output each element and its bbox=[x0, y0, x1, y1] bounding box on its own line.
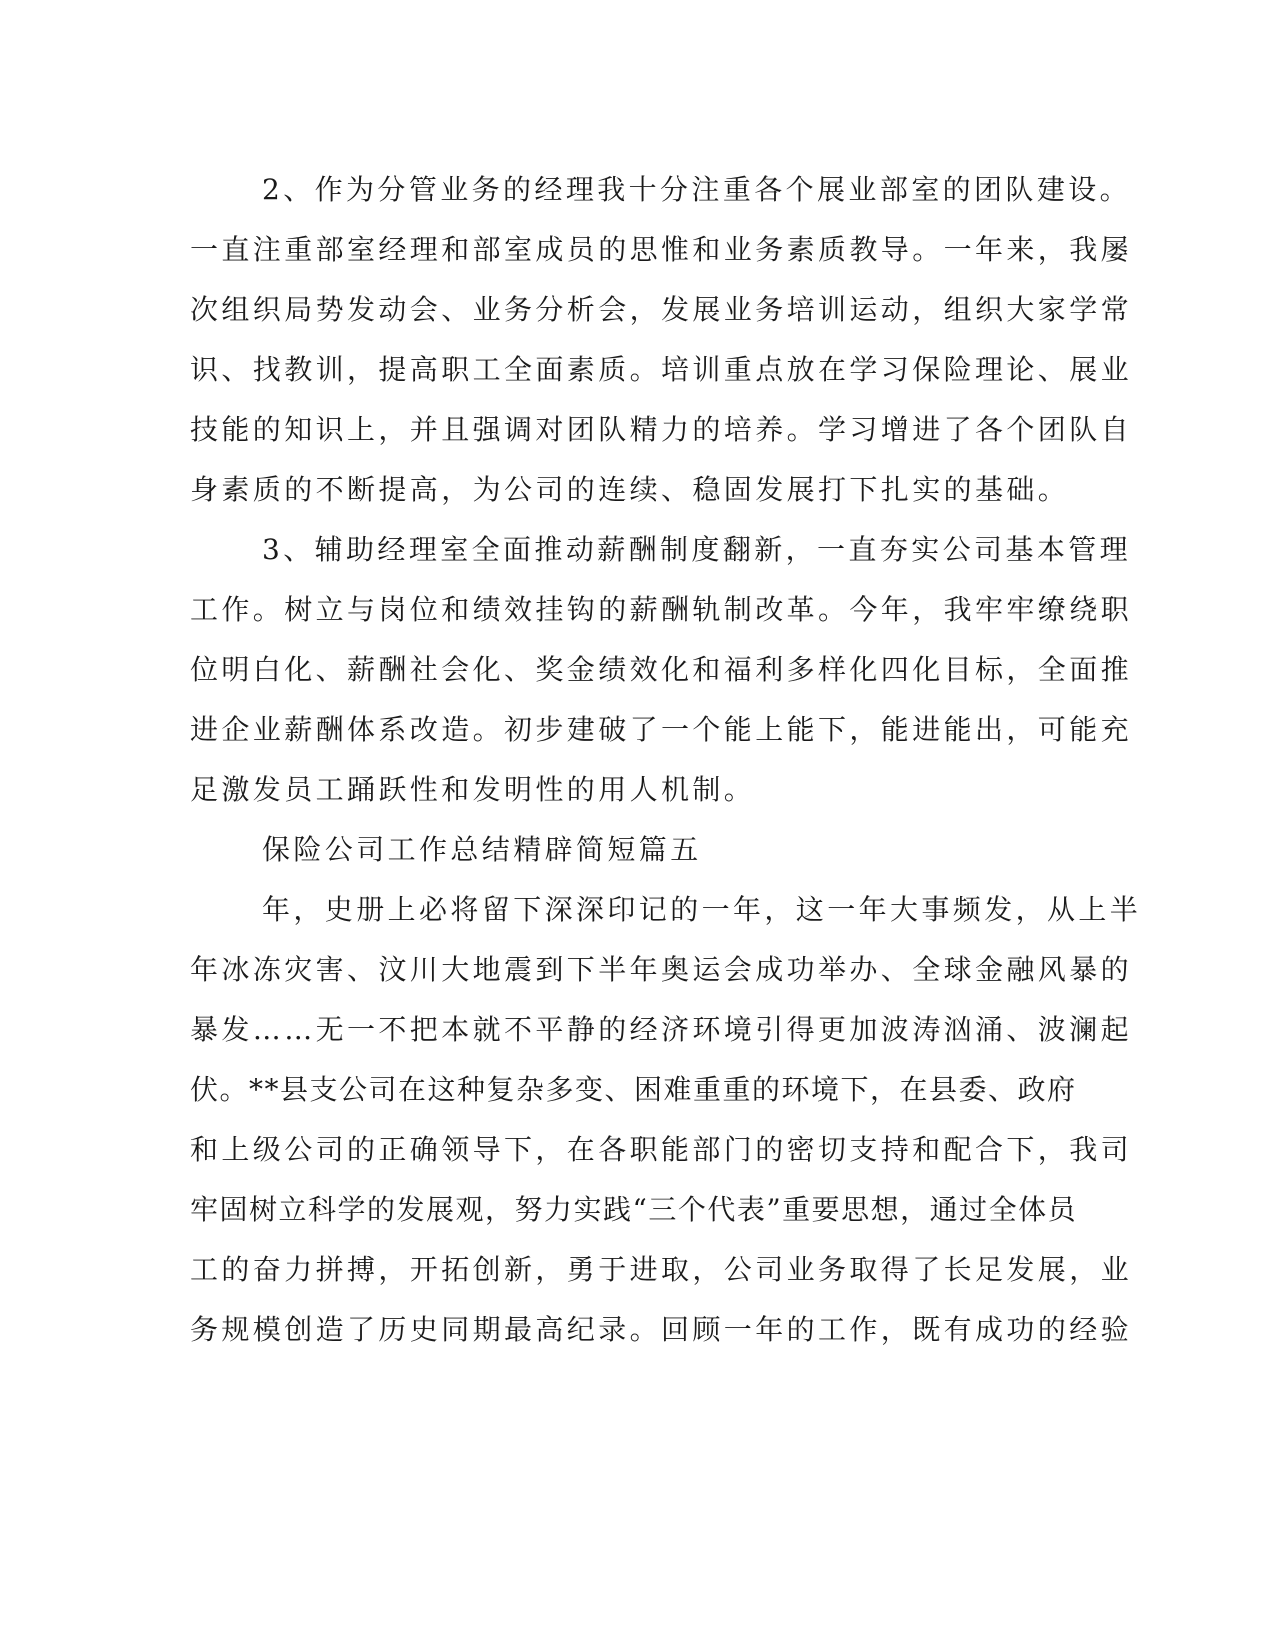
text-line: 年，史册上必将留下深深印记的一年，这一年大事频发，从上半 bbox=[262, 893, 1142, 926]
text-line: 2、作为分管业务的经理我十分注重各个展业部室的团队建设。 bbox=[262, 173, 1132, 206]
paragraph-annual-review bbox=[190, 880, 1142, 1360]
paragraph-team-building bbox=[190, 160, 1133, 520]
text-line: 3、辅助经理室全面推动薪酬制度翻新，一直夯实公司基本管理 bbox=[262, 533, 1132, 566]
text-line: 工的奋力拼搏，开拓创新，勇于进取，公司业务取得了长足发展，业 bbox=[190, 1253, 1133, 1286]
text-line: 位明白化、薪酬社会化、奖金绩效化和福利多样化四化目标，全面推 bbox=[190, 653, 1133, 686]
text-line: 足激发员工踊跃性和发明性的用人机制。 bbox=[190, 773, 756, 806]
text-line: 牢固树立科学的发展观，努力实践“三个代表”重要思想，通过全体员 bbox=[190, 1193, 1078, 1226]
text-line: 技能的知识上，并且强调对团队精力的培养。学习增进了各个团队自 bbox=[190, 413, 1133, 446]
section-heading-text: 保险公司工作总结精辟简短篇五 bbox=[262, 833, 702, 866]
document-body bbox=[190, 160, 1142, 1360]
section-heading bbox=[190, 820, 1080, 880]
text-line: 进企业薪酬体系改造。初步建破了一个能上能下，能进能出，可能充 bbox=[190, 713, 1133, 746]
text-line: 务规模创造了历史同期最高纪录。回顾一年的工作，既有成功的经验 bbox=[190, 1313, 1133, 1346]
text-line: 年冰冻灾害、汶川大地震到下半年奥运会成功举办、全球金融风暴的 bbox=[190, 953, 1133, 986]
text-line: 伏。**县支公司在这种复杂多变、困难重重的环境下，在县委、政府 bbox=[190, 1073, 1077, 1106]
text-line: 工作。树立与岗位和绩效挂钩的薪酬轨制改革。今年，我牢牢缭绕职 bbox=[190, 593, 1133, 626]
text-line: 次组织局势发动会、业务分析会，发展业务培训运动，组织大家学常 bbox=[190, 293, 1133, 326]
paragraph-salary-reform bbox=[190, 520, 1133, 820]
text-line: 身素质的不断提高，为公司的连续、稳固发展打下扎实的基础。 bbox=[190, 473, 1070, 506]
text-line: 暴发……无一不把本就不平静的经济环境引得更加波涛汹涌、波澜起 bbox=[190, 1013, 1133, 1046]
text-line: 和上级公司的正确领导下，在各职能部门的密切支持和配合下，我司 bbox=[190, 1133, 1133, 1166]
text-line: 一直注重部室经理和部室成员的思惟和业务素质教导。一年来，我屡 bbox=[190, 233, 1133, 266]
text-line: 识、找教训，提高职工全面素质。培训重点放在学习保险理论、展业 bbox=[190, 353, 1133, 386]
